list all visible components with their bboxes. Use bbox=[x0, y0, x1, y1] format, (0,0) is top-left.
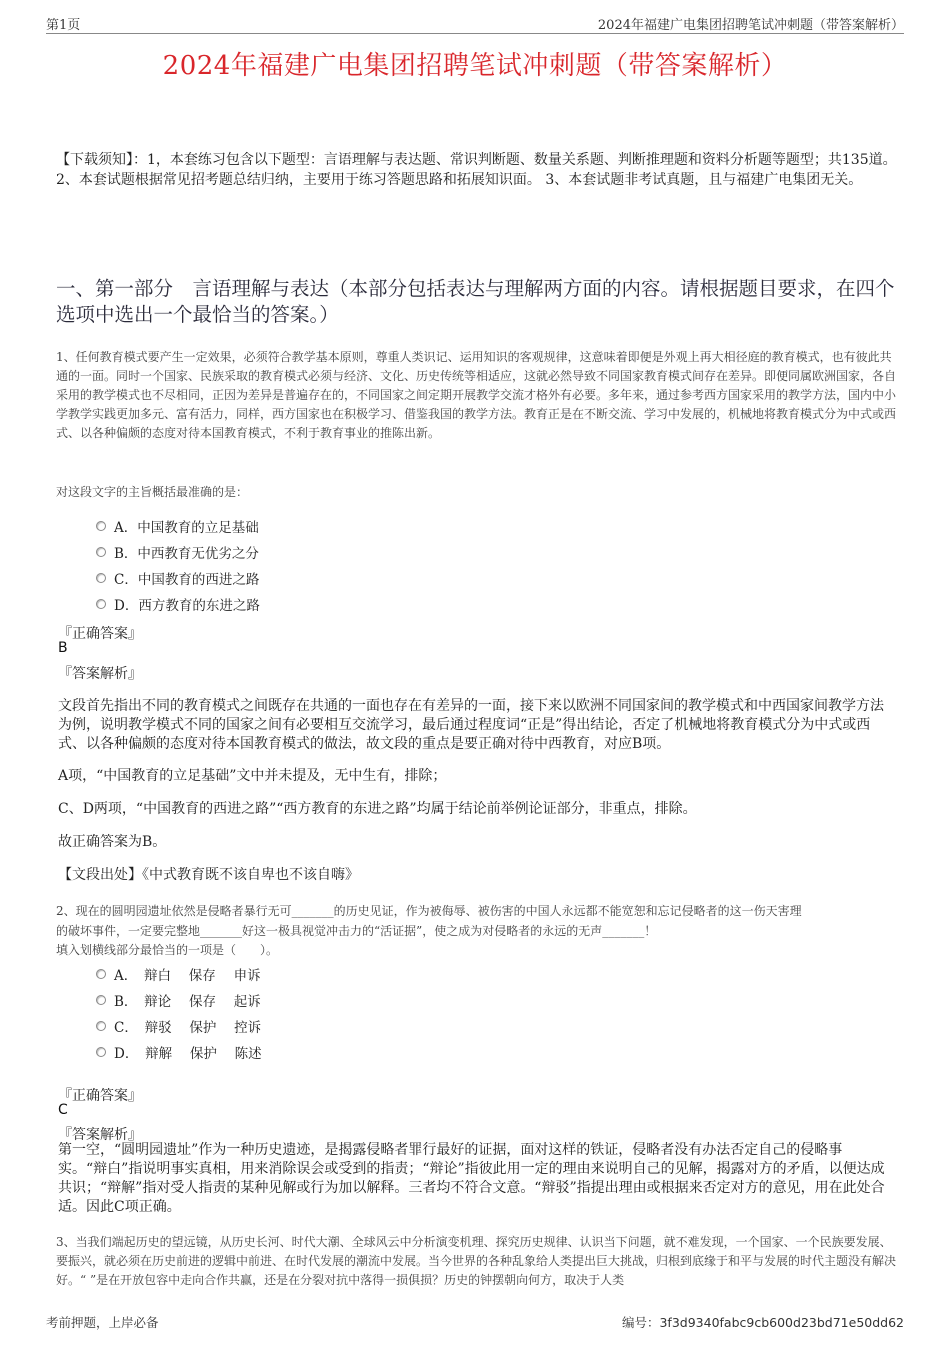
radio-icon[interactable] bbox=[96, 969, 106, 979]
download-notice: 【下载须知】：1，本套练习包含以下题型：言语理解与表达题、常识判断题、数量关系题、判断推理题和资料分析题等题型；共135道。 2、本套试题根据常见招考题总结归纳，主要用于练习答题思路和拓展知识面。 3、本套试题非考试真题，且与福建广电集团无关。 bbox=[56, 152, 897, 188]
header-divider bbox=[46, 33, 904, 34]
q1-prompt: 对这段文字的主旨概括最准确的是： bbox=[56, 485, 249, 499]
q1-option-c[interactable]: C．中国教育的西进之路 bbox=[114, 568, 259, 588]
radio-icon[interactable] bbox=[96, 521, 106, 531]
q1-analysis-main: 文段首先指出不同的教育模式之间既存在共通的一面也存在有差异的一面，接下来以欧洲不同国家间的教学模式和中西国家间教学方法为例，说明教学模式不同的国家之间有必要相互交流学习，最后通过程度词“正是”得出结论，否定了机械地将教育模式分为中式或西式、以各种偏颇的态度对待本国教育模式的做法，故文段的重点是要正确对待中西教育，对应B项。 bbox=[58, 698, 884, 752]
q2-option-a[interactable]: A． 辩白 保存 申诉 bbox=[114, 964, 261, 984]
q2-text-line2: 的破坏事件，一定要完整地_______好这一极具视觉冲击力的“活证据”，使之成为对侵略者的永远的无声_______！ bbox=[56, 924, 657, 938]
radio-icon[interactable] bbox=[96, 547, 106, 557]
radio-icon[interactable] bbox=[96, 573, 106, 583]
radio-icon[interactable] bbox=[96, 995, 106, 1005]
q2-answer: C bbox=[58, 1102, 68, 1118]
q1-source: 【文段出处】《中式教育既不该自卑也不该自嗨》 bbox=[58, 867, 359, 883]
q1-text: 1、任何教育模式要产生一定效果，必须符合教学基本原则，尊重人类识记、运用知识的客观规律，这意味着即便是外观上再大相径庭的教育模式，也有彼此共通的一面。同时一个国家、民族采取的教育模式必须与经济、文化、历史传统等相适应，这就必然导致不同国家教育模式间存在差异。即便同属欧洲国家，各自采用的教学模式也不尽相同，正因为差异是普遍存在的，不同国家之间定期开展教学交流才格外有必要。多年来，通过参考西方国家采用的教学方法，国内中小学教学实践更加多元、富有活力，同样，西方国家也在积极学习、借鉴我国的教学方法。教育正是在不断交流、学习中发展的，机械地将教育模式分为中式或西式、以各种偏颇的态度对待本国教育模式，不利于教育事业的推陈出新。 bbox=[56, 350, 897, 440]
radio-icon[interactable] bbox=[96, 1047, 106, 1057]
footer-slogan: 考前押题，上岸必备 bbox=[46, 1315, 159, 1330]
q1-option-b[interactable]: B．中西教育无优劣之分 bbox=[114, 542, 259, 562]
section-heading: 一、第一部分 言语理解与表达（本部分包括表达与理解两方面的内容。请根据题目要求，在四个选项中选出一个最恰当的答案。） bbox=[56, 277, 895, 326]
q2-option-c[interactable]: C． 辩驳 保护 控诉 bbox=[114, 1016, 261, 1036]
q2-option-b[interactable]: B． 辩论 保存 起诉 bbox=[114, 990, 261, 1010]
q2-answer-label: 『正确答案』 bbox=[58, 1088, 142, 1104]
q1-option-d[interactable]: D．西方教育的东进之路 bbox=[114, 594, 260, 614]
footer-code: 编号：3f3d9340fabc9cb600d23bd71e50dd62 bbox=[621, 1315, 904, 1330]
header-doc-title: 2024年福建广电集团招聘笔试冲刺题（带答案解析） bbox=[597, 18, 904, 33]
q2-prompt: 填入划横线部分最恰当的一项是（ ）。 bbox=[56, 943, 279, 957]
q2-option-d[interactable]: D． 辩解 保护 陈述 bbox=[114, 1042, 262, 1062]
page-title: 2024年福建广电集团招聘笔试冲刺题（带答案解析） bbox=[162, 51, 788, 81]
q3-text: 3、当我们端起历史的望远镜，从历史长河、时代大潮、全球风云中分析演变机理、探究历史规律、认识当下问题，就不难发现，一个国家、一个民族要发展、要振兴，就必须在历史前进的逻辑中前进、在时代发展的潮流中发展。当今世界的各种乱象给人类提出巨大挑战，归根到底缘于和平与发展的时代主题没有解决好。“ ”是在开放包容中走向合作共赢，还是在分裂对抗中落得一损俱损？历史的钟摆朝向何方，取决于人类 bbox=[56, 1235, 897, 1287]
radio-icon[interactable] bbox=[96, 599, 106, 609]
q1-option-a[interactable]: A．中国教育的立足基础 bbox=[114, 516, 259, 536]
q1-analysis-conclusion: 故正确答案为B。 bbox=[58, 834, 167, 850]
page-number: 第1页 bbox=[46, 18, 81, 33]
q2-analysis: 第一空，“圆明园遗址”作为一种历史遗迹，是揭露侵略者罪行最好的证据，面对这样的铁证，侵略者没有办法否定自己的侵略事实。“辩白”指说明事实真相，用来消除误会或受到的指责；“辩论”指彼此用一定的理由来说明自己的见解，揭露对方的矛盾，以便达成共识；“辩解”指对受人指责的某种见解或行为加以解释。三者均不符合文意。“辩驳”指提出理由或根据来否定对方的意见，用在此处合适。因此C项正确。 bbox=[58, 1142, 885, 1215]
q2-text-line1: 2、现在的圆明园遗址依然是侵略者暴行无可_______的历史见证，作为被侮辱、被伤害的中国人永远都不能宽恕和忘记侵略者的这一伤天害理 bbox=[56, 904, 802, 918]
q1-analysis-cd: C、D两项，“中国教育的西进之路”“西方教育的东进之路”均属于结论前举例论证部分，非重点，排除。 bbox=[58, 801, 697, 817]
q1-answer-label: 『正确答案』 bbox=[58, 626, 142, 642]
q1-analysis-a: A项，“中国教育的立足基础”文中并未提及，无中生有，排除； bbox=[58, 768, 447, 784]
radio-icon[interactable] bbox=[96, 1021, 106, 1031]
q2-analysis-label: 『答案解析』 bbox=[58, 1127, 142, 1143]
q1-answer: B bbox=[58, 640, 68, 656]
q1-analysis-label: 『答案解析』 bbox=[58, 666, 142, 682]
